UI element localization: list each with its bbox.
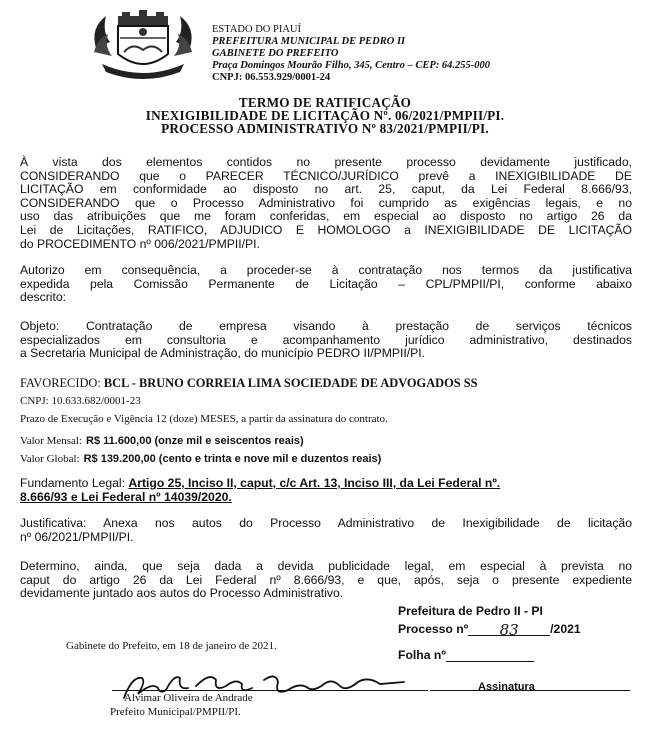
text-line: CONSIDERANDO que o Processo Administrativo foi cumprido as exigências legais, e no bbox=[20, 195, 632, 210]
text-line: CONSIDERANDO que o PARECER TÉCNICO/JURÍDICO prevê a INEXIGIBILIDADE DE bbox=[20, 168, 632, 183]
text-line: devidamente juntado aos autos do Processo Administrativo. bbox=[20, 586, 344, 601]
paragraph-objeto bbox=[20, 320, 632, 361]
stamp-folha-label: Folha nº bbox=[398, 648, 446, 662]
assinatura-label: Assinatura bbox=[478, 681, 535, 693]
paragraph-considerando bbox=[20, 156, 632, 251]
stamp-folha-blank bbox=[446, 651, 534, 662]
text-line: expedida pela Comissão Permanente de Licitação – CPL/PMPII/PI, conforme abaixo bbox=[20, 276, 632, 291]
fundamento-text-line1: Artigo 25, Inciso II, caput, c/c Art. 13, Inciso III, da Lei Federal nº. bbox=[128, 476, 501, 490]
document-title: TERMO DE RATIFICAÇÃO bbox=[238, 95, 412, 110]
stamp-processo-number: 83 bbox=[468, 625, 550, 636]
stamp-processo-label: Processo nº bbox=[398, 622, 469, 636]
document-subtitle-inexigibilidade: INEXIGIBILIDADE DE LICITAÇÃO Nº. 06/2021/PMPII/PI. bbox=[145, 108, 505, 123]
header-prefecture: PREFEITURA MUNICIPAL DE PEDRO II bbox=[212, 36, 406, 47]
header-office: GABINETE DO PREFEITO bbox=[212, 48, 339, 59]
valor-global-line bbox=[20, 449, 381, 467]
favorecido-label: FAVORECIDO: bbox=[20, 376, 101, 390]
valor-global-value: R$ 139.200,00 (cento e trinta e nove mil e duzentos reais) bbox=[83, 453, 382, 465]
prazo-line: Prazo de Execução e Vigência 12 (doze) MESES, a partir da assinatura do contrato. bbox=[20, 413, 388, 425]
paragraph-determino bbox=[20, 560, 632, 601]
text-line: especializados em consultoria e acompanhamento jurídico administrativo, destinados bbox=[20, 332, 632, 347]
header-state: ESTADO DO PIAUÍ bbox=[212, 24, 301, 35]
text-line: do PROCEDIMENTO nº 006/2021/PMPII/PI. bbox=[20, 236, 260, 251]
fundamento-legal bbox=[20, 476, 632, 504]
stamp-processo-year: /2021 bbox=[550, 622, 581, 636]
stamp-processo bbox=[398, 621, 581, 639]
paragraph-justificativa bbox=[20, 517, 632, 544]
stamp-organization: Prefeitura de Pedro II - PI bbox=[398, 604, 543, 618]
text-line: Autorizo em consequência, a proceder-se à contratação nos termos da justificativa bbox=[20, 263, 632, 277]
favorecido-value: BCL - BRUNO CORREIA LIMA SOCIEDADE DE ADVOGADOS SS bbox=[103, 376, 478, 390]
header-address: Praça Domingos Mourão Filho, 345, Centro – CEP: 64.255-000 bbox=[212, 60, 490, 71]
text-line: Determino, ainda, que seja dada a devida publicidade legal, em especial à prevista no bbox=[20, 559, 632, 573]
valor-global-label: Valor Global: bbox=[20, 453, 80, 465]
text-line: Objeto: Contratação de empresa visando à prestação de serviços técnicos bbox=[20, 319, 632, 333]
text-line: Lei de Licitações, RATIFICO, ADJUDICO E HOMOLOGO a INEXIGIBILIDADE DE LICITAÇÃO bbox=[20, 222, 632, 237]
text-line: Justificativa: Anexa nos autos do Processo Administrativo de Inexigibilidade de licitação bbox=[20, 516, 632, 530]
fundamento-text-line2: 8.666/93 e Lei Federal nº 14039/2020. bbox=[20, 490, 232, 504]
valor-mensal-value: R$ 11.600,00 (onze mil e seiscentos reais) bbox=[86, 435, 304, 447]
header-cnpj: CNPJ: 06.553.929/0001-24 bbox=[212, 72, 331, 83]
favorecido-line bbox=[20, 376, 478, 391]
document-subtitle-processo: PROCESSO ADMINISTRATIVO Nº 83/2021/PMPII/PI. bbox=[161, 121, 489, 136]
text-line: LICITAÇÃO em conformidade ao disposto no art. 25, caput, da Lei Federal 8.666/93, bbox=[20, 182, 632, 197]
signer-name: Alvimar Oliveira de Andrade bbox=[124, 692, 253, 704]
signature-line bbox=[112, 690, 428, 691]
valor-mensal-label: Valor Mensal: bbox=[20, 435, 83, 447]
municipal-crest-icon bbox=[88, 8, 198, 80]
place-date: Gabinete do Prefeito, em 18 de janeiro de 2021. bbox=[66, 640, 277, 652]
signer-role: Prefeito Municipal/PMPII/PI. bbox=[110, 706, 241, 718]
text-line: descrito: bbox=[20, 290, 67, 305]
valor-mensal-line bbox=[20, 431, 304, 449]
paragraph-autorizo bbox=[20, 264, 632, 305]
text-line: caput do artigo 26 da Lei Federal nº 8.666/93, e que, após, seja o presente expediente bbox=[20, 572, 632, 587]
fundamento-label: Fundamento Legal: bbox=[20, 476, 126, 490]
stamp-folha bbox=[398, 648, 534, 662]
text-line: À vista dos elementos contidos no presente processo devidamente justificado, bbox=[20, 155, 632, 169]
text-line: a Secretaria Municipal de Administração, do município PEDRO II/PMPII/PI. bbox=[20, 346, 426, 361]
favorecido-cnpj: CNPJ: 10.633.682/0001-23 bbox=[20, 395, 141, 407]
text-line: uso das atribuições que me foram conferidas, em especial ao disposto no artigo 26 da bbox=[20, 209, 632, 224]
text-line: nº 06/2021/PMPII/PI. bbox=[20, 529, 134, 544]
